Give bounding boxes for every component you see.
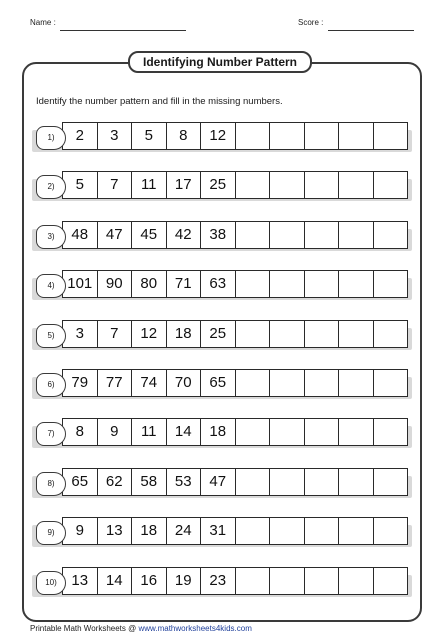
given-number: 5 (63, 172, 98, 198)
number-cells (62, 369, 408, 397)
given-number: 18 (132, 518, 167, 544)
answer-blank[interactable] (270, 172, 305, 198)
answer-blank[interactable] (236, 222, 271, 248)
answer-blank[interactable] (339, 568, 374, 594)
answer-blank[interactable] (374, 123, 408, 149)
given-number: 2 (63, 123, 98, 149)
answer-blank[interactable] (270, 518, 305, 544)
problem-number: 2) (36, 175, 66, 199)
answer-blank[interactable] (236, 271, 271, 297)
number-cells (62, 171, 408, 199)
answer-blank[interactable] (270, 123, 305, 149)
problem-number: 4) (36, 274, 66, 298)
answer-blank[interactable] (305, 518, 340, 544)
answer-blank[interactable] (374, 271, 408, 297)
footer-prefix: Printable Math Worksheets @ (30, 624, 137, 633)
answer-blank[interactable] (236, 172, 271, 198)
answer-blank[interactable] (270, 370, 305, 396)
answer-blank[interactable] (236, 370, 271, 396)
given-number: 24 (167, 518, 202, 544)
problem-row (32, 221, 412, 255)
given-number: 5 (132, 123, 167, 149)
given-number: 101 (63, 271, 98, 297)
problem-row (32, 320, 412, 354)
given-number: 47 (98, 222, 133, 248)
answer-blank[interactable] (305, 123, 340, 149)
answer-blank[interactable] (305, 370, 340, 396)
answer-blank[interactable] (270, 469, 305, 495)
score-line[interactable] (328, 30, 414, 31)
name-label: Name : (30, 18, 56, 27)
given-number: 12 (132, 321, 167, 347)
given-number: 58 (132, 469, 167, 495)
number-cells (62, 418, 408, 446)
number-cells (62, 122, 408, 150)
given-number: 23 (201, 568, 236, 594)
given-number: 45 (132, 222, 167, 248)
given-number: 42 (167, 222, 202, 248)
given-number: 65 (63, 469, 98, 495)
given-number: 16 (132, 568, 167, 594)
answer-blank[interactable] (339, 321, 374, 347)
answer-blank[interactable] (270, 419, 305, 445)
given-number: 17 (167, 172, 202, 198)
answer-blank[interactable] (374, 568, 408, 594)
problem-row (32, 517, 412, 551)
given-number: 14 (98, 568, 133, 594)
answer-blank[interactable] (339, 123, 374, 149)
answer-blank[interactable] (339, 370, 374, 396)
answer-blank[interactable] (339, 419, 374, 445)
problem-number: 9) (36, 521, 66, 545)
given-number: 9 (98, 419, 133, 445)
footer (30, 624, 252, 633)
given-number: 3 (63, 321, 98, 347)
given-number: 18 (201, 419, 236, 445)
given-number: 90 (98, 271, 133, 297)
answer-blank[interactable] (374, 172, 408, 198)
given-number: 13 (63, 568, 98, 594)
number-cells (62, 270, 408, 298)
problem-number: 1) (36, 126, 66, 150)
answer-blank[interactable] (374, 419, 408, 445)
answer-blank[interactable] (305, 321, 340, 347)
given-number: 63 (201, 271, 236, 297)
answer-blank[interactable] (270, 568, 305, 594)
given-number: 80 (132, 271, 167, 297)
given-number: 11 (132, 172, 167, 198)
problem-row (32, 468, 412, 502)
given-number: 62 (98, 469, 133, 495)
number-cells (62, 320, 408, 348)
answer-blank[interactable] (305, 568, 340, 594)
given-number: 7 (98, 321, 133, 347)
answer-blank[interactable] (305, 172, 340, 198)
given-number: 74 (132, 370, 167, 396)
answer-blank[interactable] (236, 518, 271, 544)
given-number: 77 (98, 370, 133, 396)
answer-blank[interactable] (236, 568, 271, 594)
answer-blank[interactable] (236, 123, 271, 149)
given-number: 70 (167, 370, 202, 396)
answer-blank[interactable] (236, 321, 271, 347)
given-number: 65 (201, 370, 236, 396)
number-cells (62, 468, 408, 496)
problem-row (32, 418, 412, 452)
problem-number: 8) (36, 472, 66, 496)
answer-blank[interactable] (270, 222, 305, 248)
score-label: Score : (298, 18, 324, 27)
given-number: 14 (167, 419, 202, 445)
given-number: 47 (201, 469, 236, 495)
answer-blank[interactable] (339, 469, 374, 495)
given-number: 8 (167, 123, 202, 149)
given-number: 18 (167, 321, 202, 347)
problem-number: 5) (36, 324, 66, 348)
answer-blank[interactable] (374, 469, 408, 495)
given-number: 12 (201, 123, 236, 149)
answer-blank[interactable] (305, 222, 340, 248)
answer-blank[interactable] (374, 222, 408, 248)
given-number: 7 (98, 172, 133, 198)
given-number: 25 (201, 172, 236, 198)
answer-blank[interactable] (270, 321, 305, 347)
problem-number: 10) (36, 571, 66, 595)
given-number: 9 (63, 518, 98, 544)
answer-blank[interactable] (339, 172, 374, 198)
given-number: 79 (63, 370, 98, 396)
number-cells (62, 221, 408, 249)
answer-blank[interactable] (374, 321, 408, 347)
name-line[interactable] (60, 30, 186, 31)
answer-blank[interactable] (305, 271, 340, 297)
answer-blank[interactable] (339, 518, 374, 544)
given-number: 13 (98, 518, 133, 544)
answer-blank[interactable] (374, 370, 408, 396)
given-number: 48 (63, 222, 98, 248)
problem-row (32, 270, 412, 304)
worksheet-title: Identifying Number Pattern (128, 51, 312, 73)
given-number: 38 (201, 222, 236, 248)
answer-blank[interactable] (339, 222, 374, 248)
given-number: 53 (167, 469, 202, 495)
given-number: 71 (167, 271, 202, 297)
instructions: Identify the number pattern and fill in the missing numbers. (36, 96, 283, 107)
answer-blank[interactable] (374, 518, 408, 544)
number-cells (62, 517, 408, 545)
given-number: 8 (63, 419, 98, 445)
problem-row (32, 369, 412, 403)
problem-row (32, 122, 412, 156)
footer-url[interactable]: www.mathworksheets4kids.com (138, 624, 252, 633)
problem-row (32, 171, 412, 205)
given-number: 11 (132, 419, 167, 445)
answer-blank[interactable] (305, 469, 340, 495)
given-number: 3 (98, 123, 133, 149)
given-number: 25 (201, 321, 236, 347)
problem-number: 6) (36, 373, 66, 397)
problem-number: 3) (36, 225, 66, 249)
number-cells (62, 567, 408, 595)
given-number: 31 (201, 518, 236, 544)
answer-blank[interactable] (236, 469, 271, 495)
given-number: 19 (167, 568, 202, 594)
problem-row (32, 567, 412, 601)
answer-blank[interactable] (339, 271, 374, 297)
answer-blank[interactable] (270, 271, 305, 297)
answer-blank[interactable] (305, 419, 340, 445)
problem-number: 7) (36, 422, 66, 446)
answer-blank[interactable] (236, 419, 271, 445)
